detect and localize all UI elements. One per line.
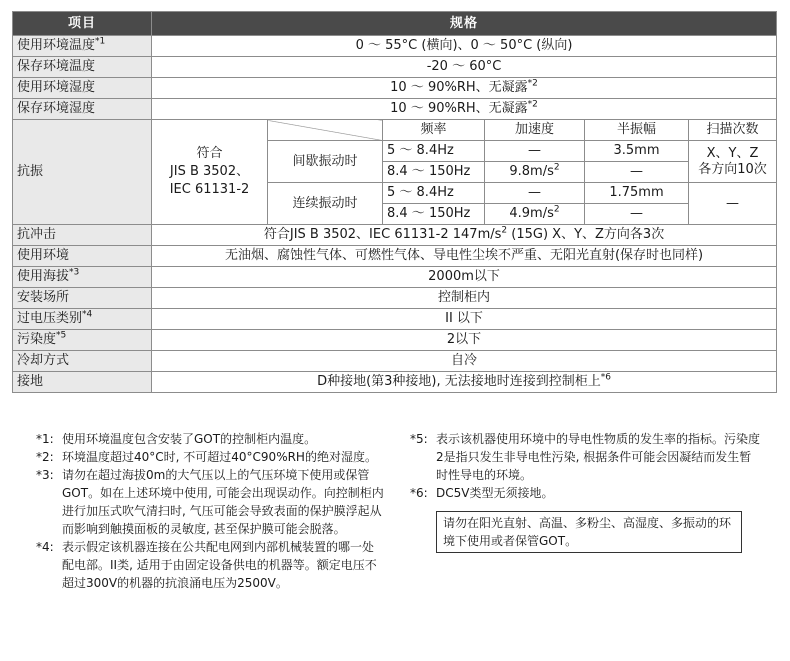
spec-table <box>12 11 777 393</box>
int-amp-2: — <box>585 162 689 183</box>
footnote-4: *4: 表示假定该机器连接在公共配电网到内部机械装置的哪一处配电部。II类, 适用于由固定设备供电的机器等。额定电压不超过300V的机器的抗浪涌电压为2500V。 <box>36 540 377 590</box>
row-storage-temp <box>13 57 777 78</box>
value-cooling: 自冷 <box>152 351 777 372</box>
row-op-humidity <box>13 78 777 99</box>
label-op-temp: 使用环境温度$^{*1}$ <box>13 36 152 57</box>
value-storage-humidity: 10 ～ 90%RH、无凝露$^{*2}$ <box>152 99 777 120</box>
row-overvoltage <box>13 309 777 330</box>
label-altitude: 使用海拔$^{*3}$ <box>13 267 152 288</box>
footnotes-right <box>410 430 762 553</box>
header-row <box>13 12 777 36</box>
value-install: 控制柜内 <box>152 288 777 309</box>
row-install <box>13 288 777 309</box>
label-vibration: 抗振 <box>13 120 152 225</box>
value-op-temp: 0 ～ 55°C (横向)、0 ～ 50°C (纵向) <box>152 36 777 57</box>
footnote-3: *3: 请勿在超过海拔0m的大气压以上的气压环境下使用或保管GOT。如在上述环境中使用, 可能会出现误动作。向控制柜内进行加压式吹气清扫时, 气压可能会导致表面的保护膜浮起从而影响到触摸面板的灵敏度, 甚至保护膜可能会脱落。 <box>36 468 384 536</box>
value-op-humidity: 10 ～ 90%RH、无凝露$^{*2}$ <box>152 78 777 99</box>
value-storage-temp: -20 ～ 60°C <box>152 57 777 78</box>
value-pollution: 2以下 <box>152 330 777 351</box>
vibration-standard: 符合 JIS B 3502、 IEC 61131-2 <box>152 120 268 225</box>
header-item: 项目 <box>13 12 152 36</box>
label-cooling: 冷却方式 <box>13 351 152 372</box>
cont-amp-1: 1.75mm <box>585 183 689 204</box>
cont-sweep: — <box>689 183 777 225</box>
int-accel-2: $9.8m/s^2$ <box>485 162 585 183</box>
row-storage-humidity <box>13 99 777 120</box>
footnotes-left <box>36 430 384 592</box>
int-freq-1: 5 ～ 8.4Hz <box>383 141 485 162</box>
row-environment <box>13 246 777 267</box>
continuous-label: 连续振动时 <box>268 183 383 225</box>
value-shock: 符合JIS B 3502、IEC 61131-2 $147m/s^2$ (15G) X、Y、Z方向各3次 <box>152 225 777 246</box>
row-shock <box>13 225 777 246</box>
cont-accel-2: $4.9m/s^2$ <box>485 204 585 225</box>
col-header-sweep: 扫描次数 <box>689 120 777 141</box>
value-overvoltage: II 以下 <box>152 309 777 330</box>
footnote-6: *6: DC5V类型无须接地。 <box>410 486 554 500</box>
label-install: 安装场所 <box>13 288 152 309</box>
row-cooling <box>13 351 777 372</box>
label-pollution: 污染度$^{*5}$ <box>13 330 152 351</box>
footnote-5: *5: 表示该机器使用环境中的导电性物质的发生率的指标。污染度2是指只发生非导电性污染, 根据条件可能会因凝结而发生暂时性导电的环境。 <box>410 432 761 482</box>
footnote-2: *2: 环境温度超过40°C时, 不可超过40°C90%RH的绝对湿度。 <box>36 450 377 464</box>
col-header-amplitude: 半振幅 <box>585 120 689 141</box>
label-op-humidity: 使用环境湿度 <box>13 78 152 99</box>
label-storage-temp: 保存环境温度 <box>13 57 152 78</box>
row-op-temp <box>13 36 777 57</box>
vibration-diagonal-cell <box>268 120 383 141</box>
row-grounding <box>13 372 777 393</box>
cont-amp-2: — <box>585 204 689 225</box>
footnote-1: *1: 使用环境温度包含安装了GOT的控制柜内温度。 <box>36 432 317 446</box>
label-overvoltage: 过电压类别$^{*4}$ <box>13 309 152 330</box>
cont-freq-2: 8.4 ～ 150Hz <box>383 204 485 225</box>
int-amp-1: 3.5mm <box>585 141 689 162</box>
header-spec: 规格 <box>152 12 777 36</box>
value-altitude: 2000m以下 <box>152 267 777 288</box>
label-environment: 使用环境 <box>13 246 152 267</box>
cont-freq-1: 5 ～ 8.4Hz <box>383 183 485 204</box>
row-pollution <box>13 330 777 351</box>
col-header-freq: 频率 <box>383 120 485 141</box>
int-sweep: X、Y、Z 各方向10次 <box>689 141 777 183</box>
label-grounding: 接地 <box>13 372 152 393</box>
value-environment: 无油烟、腐蚀性气体、可燃性气体、导电性尘埃不严重、无阳光直射(保存时也同样) <box>152 246 777 267</box>
int-freq-2: 8.4 ～ 150Hz <box>383 162 485 183</box>
col-header-accel: 加速度 <box>485 120 585 141</box>
caution-box: 请勿在阳光直射、高温、多粉尘、高湿度、多振动的环境下使用或者保管GOT。 <box>436 511 742 553</box>
intermittent-label: 间歇振动时 <box>268 141 383 183</box>
int-accel-1: — <box>485 141 585 162</box>
value-grounding: D种接地(第3种接地), 无法接地时连接到控制柜上$^{*6}$ <box>152 372 777 393</box>
vibration-header-row <box>13 120 777 141</box>
label-storage-humidity: 保存环境湿度 <box>13 99 152 120</box>
label-shock: 抗冲击 <box>13 225 152 246</box>
cont-accel-1: — <box>485 183 585 204</box>
row-altitude <box>13 267 777 288</box>
